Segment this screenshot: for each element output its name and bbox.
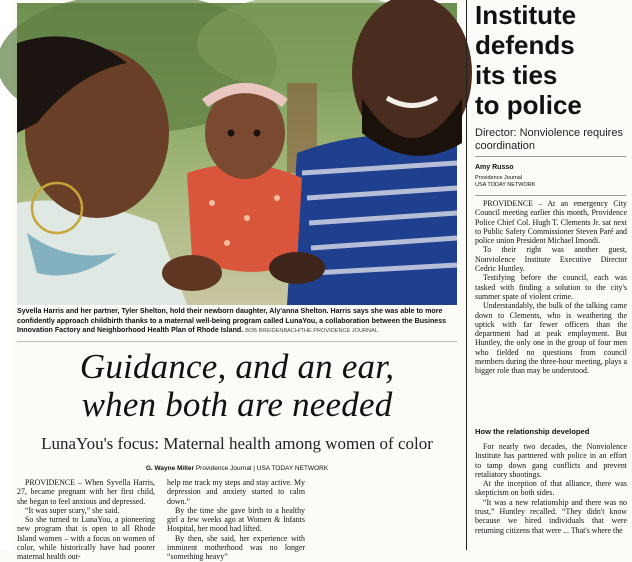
side-affil-2: USA TODAY NETWORK: [475, 182, 536, 188]
main-story-body: [17, 478, 457, 562]
side-affiliation: [475, 175, 535, 189]
side-story-body: [475, 199, 627, 376]
side-affil-1: Providence Journal: [475, 175, 523, 181]
family-photo-illustration: [17, 3, 457, 305]
paragraph: Understandably, the bulk of the talking came down to Clements, who is weathering the uptick with far fewer officers than the department had at peak employment. But Huntley, the only one in the group of four men who fielded no questions from council members during the three-hour meeting, plays a bigger role than may be understood.: [475, 301, 627, 376]
divider: [475, 195, 626, 196]
paragraph: PROVIDENCE – When Syvella Harris, 27, became pregnant with her first child, she began to feel anxious and depressed.: [17, 478, 155, 506]
photo-credit: BOB BREIDENBACH/THE PROVIDENCE JOURNAL: [245, 328, 378, 335]
family-photo: [17, 3, 457, 305]
paragraph: Testifying before the council, each was tasked with finding a solution to the city's summer spate of violent crime.: [475, 273, 627, 301]
photo-caption-text: Syvella Harris and her partner, Tyler Shelton, hold their newborn daughter, Aly'anna Shelton. Harris says she was able to more confidently approach childbirth thanks to a maternal well-being program called LunaYou, a collaboration between the Business Innovation Factory and Neighborhood Health Plan of Rhode Island.: [17, 307, 447, 335]
side-dek: Director: Nonviolence requires coordination: [475, 127, 623, 152]
paragraph: By then, she said, her experience with imminent motherhood was no longer “something heavy”: [167, 533, 305, 562]
main-headline: [17, 348, 457, 424]
side-headline-line: Institute: [475, 0, 577, 30]
paragraph: For nearly two decades, the Nonviolence Institute has partnered with police in an effort to tamp down gang conflicts and prevent retaliatory shootings.: [475, 442, 627, 479]
paragraph: PROVIDENCE – At an emergency City Council meeting earlier this month, Providence Police Chief Col. Hugh T. Clements Jr. sat next to Public Safety Commissioner Steven Paré and police union President Michael Imondi.: [475, 199, 627, 246]
main-subhead: LunaYou's focus: Maternal health among women of color: [41, 434, 433, 453]
byline-name: G. Wayne Miller: [145, 465, 194, 472]
side-section-heading: How the relationship developed: [475, 427, 590, 436]
photo-caption: [17, 307, 457, 337]
headline-line-1: Guidance, and an ear,: [79, 347, 395, 386]
headline-line-2: when both are needed: [81, 385, 393, 424]
side-headline: [475, 0, 631, 120]
paragraph: To their right was another guest, Nonviolence Institute Executive Director Cedric Huntley.: [475, 245, 627, 274]
divider: [475, 156, 626, 157]
divider: [17, 341, 457, 342]
main-byline: [17, 465, 457, 472]
byline-affiliation: Providence Journal | USA TODAY NETWORK: [195, 465, 329, 472]
paragraph: help me track my steps and stay active. My depression and anxiety started to calm down.”: [167, 478, 305, 506]
paragraph: So she turned to LunaYou, a pioneering new program that is open to all Rhode Island women – with a focus on women of color, while historically have had poorer maternal health out-: [17, 515, 155, 562]
side-headline-line: to police: [475, 90, 582, 120]
column-divider: [466, 0, 467, 550]
paragraph: By the time she gave birth to a healthy girl a few weeks ago at Women & Infants Hospital, her mood had lifted.: [167, 505, 305, 534]
paragraph: “It was a new relationship and there was no trust,” Huntley recalled. “They didn't know because we hired individuals that were returning citizens that were ... That's where the: [475, 497, 627, 535]
side-author: Amy Russo: [475, 164, 514, 171]
body-column-1: [17, 478, 155, 562]
side-headline-line: its ties: [475, 60, 558, 90]
side-headline-line: defends: [475, 30, 575, 60]
paragraph: “It was super scary,” she said.: [25, 505, 120, 515]
body-column-2: [167, 478, 305, 562]
side-story-body-2: [475, 442, 627, 550]
paragraph: At the inception of that alliance, there was skepticism on both sides.: [475, 479, 627, 498]
